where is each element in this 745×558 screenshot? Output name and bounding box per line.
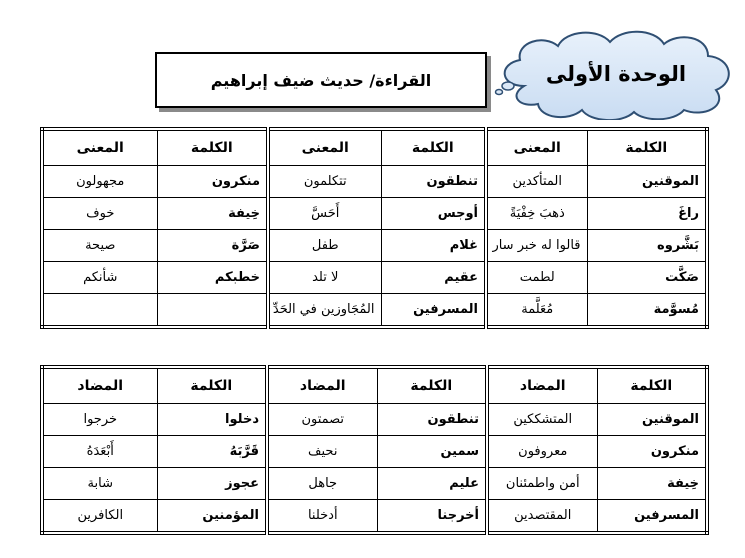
word-cell: دخلوا xyxy=(157,404,267,436)
word-cell: عجوز xyxy=(157,468,267,500)
opposite-cell: أَبْعَدَهُ xyxy=(42,436,157,468)
header-meaning: المعنى xyxy=(42,129,157,166)
word-cell: خطبكم xyxy=(157,262,268,294)
word-cell: خِيفة xyxy=(157,198,268,230)
word-cell: المسرفين xyxy=(381,294,486,328)
word-cell: أوجس xyxy=(381,198,486,230)
opposite-cell: أمن واطمئنان xyxy=(487,468,597,500)
word-cell: منكرون xyxy=(157,166,268,198)
word-cell: بَشَّروه xyxy=(587,230,707,262)
meaning-cell: صيحة xyxy=(42,230,157,262)
opposite-cell: نحيف xyxy=(267,436,377,468)
header-word: الكلمة xyxy=(381,129,486,166)
opposite-cell: جاهل xyxy=(267,468,377,500)
header-meaning: المعنى xyxy=(486,129,587,166)
unit-title-cloud xyxy=(494,28,738,120)
header-word: الكلمة xyxy=(587,129,707,166)
word-cell: عقيم xyxy=(381,262,486,294)
word-cell: راغَ xyxy=(587,198,707,230)
header-word: الكلمة xyxy=(157,367,267,404)
table-row xyxy=(42,436,707,468)
table-row xyxy=(42,166,707,198)
header-word: الكلمة xyxy=(597,367,707,404)
header-opposite: المضاد xyxy=(42,367,157,404)
opposite-cell: المتشككين xyxy=(487,404,597,436)
meaning-cell: لا تلد xyxy=(268,262,381,294)
meanings-header-row xyxy=(42,129,707,166)
word-cell: عليم xyxy=(377,468,487,500)
meaning-cell xyxy=(42,294,157,328)
header-opposite: المضاد xyxy=(487,367,597,404)
unit-title: الوحدة الأولى xyxy=(545,62,687,86)
word-cell: سمين xyxy=(377,436,487,468)
meaning-cell: المُجَاوزين في الحَدِّ xyxy=(268,294,381,328)
table-row xyxy=(42,262,707,294)
opposite-cell: أدخلنا xyxy=(267,500,377,534)
word-cell: المؤمنين xyxy=(157,500,267,534)
meaning-cell: شأنكم xyxy=(42,262,157,294)
meaning-cell: ذهبَ خِفْيَةً xyxy=(486,198,587,230)
opposite-cell: الكافرين xyxy=(42,500,157,534)
word-cell xyxy=(157,294,268,328)
meaning-cell: لطمت xyxy=(486,262,587,294)
table-row xyxy=(42,500,707,534)
word-cell: تنطقون xyxy=(377,404,487,436)
header-opposite: المضاد xyxy=(267,367,377,404)
meaning-cell: خوف xyxy=(42,198,157,230)
table-row xyxy=(42,198,707,230)
word-cell: صَرَّة xyxy=(157,230,268,262)
header-word: الكلمة xyxy=(157,129,268,166)
word-cell: الموقنين xyxy=(587,166,707,198)
lesson-title: القراءة/ حديث ضيف إبراهيم xyxy=(155,52,487,108)
opposite-cell: تصمتون xyxy=(267,404,377,436)
word-cell: قَرَّبَهُ xyxy=(157,436,267,468)
meaning-cell: المتأكدين xyxy=(486,166,587,198)
opposites-table xyxy=(40,365,709,535)
word-cell: الموقنين xyxy=(597,404,707,436)
opposites-header-row xyxy=(42,367,707,404)
opposite-cell: المقتصدين xyxy=(487,500,597,534)
meaning-cell: مُعَلَّمة xyxy=(486,294,587,328)
meaning-cell: تتكلمون xyxy=(268,166,381,198)
opposite-cell: معروفون xyxy=(487,436,597,468)
header-word: الكلمة xyxy=(377,367,487,404)
table-row xyxy=(42,404,707,436)
word-cell: مُسوَّمة xyxy=(587,294,707,328)
meaning-cell: أَحَسَّ xyxy=(268,198,381,230)
word-cell: صَكَّت xyxy=(587,262,707,294)
word-cell: منكرون xyxy=(597,436,707,468)
opposite-cell: شابة xyxy=(42,468,157,500)
meaning-cell: قالوا له خبر سار xyxy=(486,230,587,262)
word-cell: المسرفين xyxy=(597,500,707,534)
table-row xyxy=(42,230,707,262)
meaning-cell: طفل xyxy=(268,230,381,262)
word-cell: غلام xyxy=(381,230,486,262)
opposite-cell: خرجوا xyxy=(42,404,157,436)
meaning-cell: مجهولون xyxy=(42,166,157,198)
meanings-table xyxy=(40,127,709,329)
word-cell: تنطقون xyxy=(381,166,486,198)
header-meaning: المعنى xyxy=(268,129,381,166)
table-row xyxy=(42,468,707,500)
word-cell: أخرجنا xyxy=(377,500,487,534)
word-cell: خِيفة xyxy=(597,468,707,500)
table-row xyxy=(42,294,707,328)
